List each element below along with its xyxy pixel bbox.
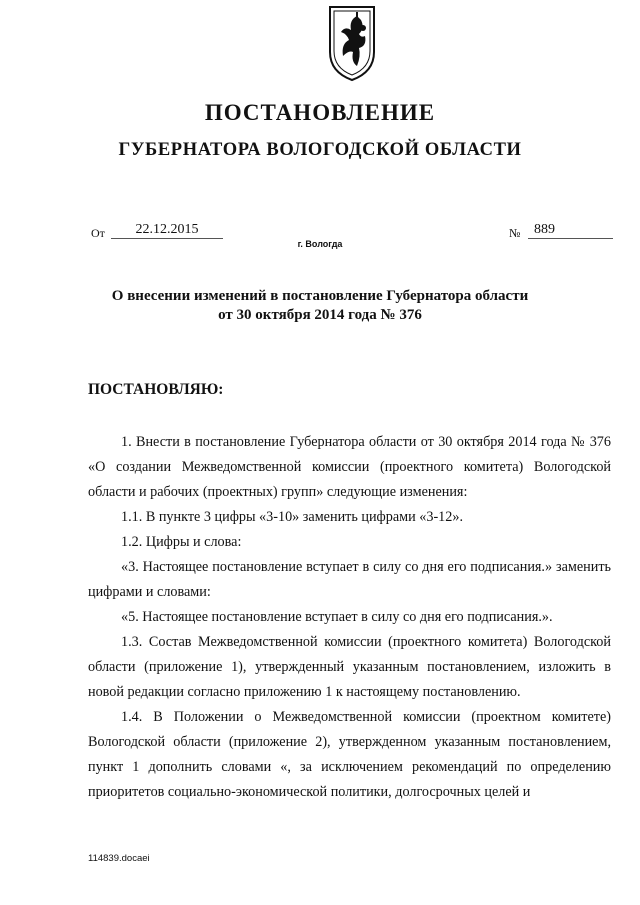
document-number: 889: [528, 221, 613, 239]
city-name: г. Вологда: [297, 239, 343, 249]
document-subtitle: ГУБЕРНАТОРА ВОЛОГОДСКОЙ ОБЛАСТИ: [118, 140, 522, 160]
document-subject: [80, 287, 560, 325]
coat-of-arms-icon: [327, 4, 377, 82]
file-identifier: 114839.docaei: [88, 853, 150, 864]
decree-heading: ПОСТАНОВЛЯЮ:: [88, 381, 224, 398]
paragraph-1-1: 1.1. В пункте 3 цифры «3-10» заменить цифрами «3-12».: [121, 509, 464, 525]
number-label: №: [509, 226, 521, 240]
paragraph-1-4: 1.4. В Положении о Межведомственной комиссии (проектном комитете) Вологодской области (приложение 2), утвержденном указанным постановлением, пункт 1 дополнить словами «, за исключением рекомендаций по определению приоритетов социально-экономической политики, долгосрочных целей и: [88, 709, 611, 800]
document-date: 22.12.2015: [111, 221, 223, 239]
document-body: [88, 430, 611, 805]
subject-line-1: О внесении изменений в постановление Губернатора области: [111, 288, 529, 304]
date-label: От: [91, 226, 105, 240]
paragraph-1: 1. Внести в постановление Губернатора области от 30 октября 2014 года № 376 «О создании Межведомственной комиссии (проектного комитета) Вологодской области и рабочих (проектных) групп» следующие изменения:: [88, 434, 611, 500]
paragraph-1-2: 1.2. Цифры и слова:: [121, 534, 242, 550]
quoted-new-text: «5. Настоящее постановление вступает в силу со дня его подписания.».: [121, 609, 553, 625]
paragraph-1-3: 1.3. Состав Межведомственной комиссии (проектного комитета) Вологодской области (приложение 1), утвержденный указанным постановлением, изложить в новой редакции согласно приложению 1 к настоящему постановлению.: [88, 634, 611, 700]
document-title: ПОСТАНОВЛЕНИЕ: [204, 100, 436, 125]
subject-line-2: от 30 октября 2014 года № 376: [218, 307, 422, 323]
quoted-old-text: «3. Настоящее постановление вступает в силу со дня его подписания.» заменить цифрами и словами:: [88, 559, 611, 600]
